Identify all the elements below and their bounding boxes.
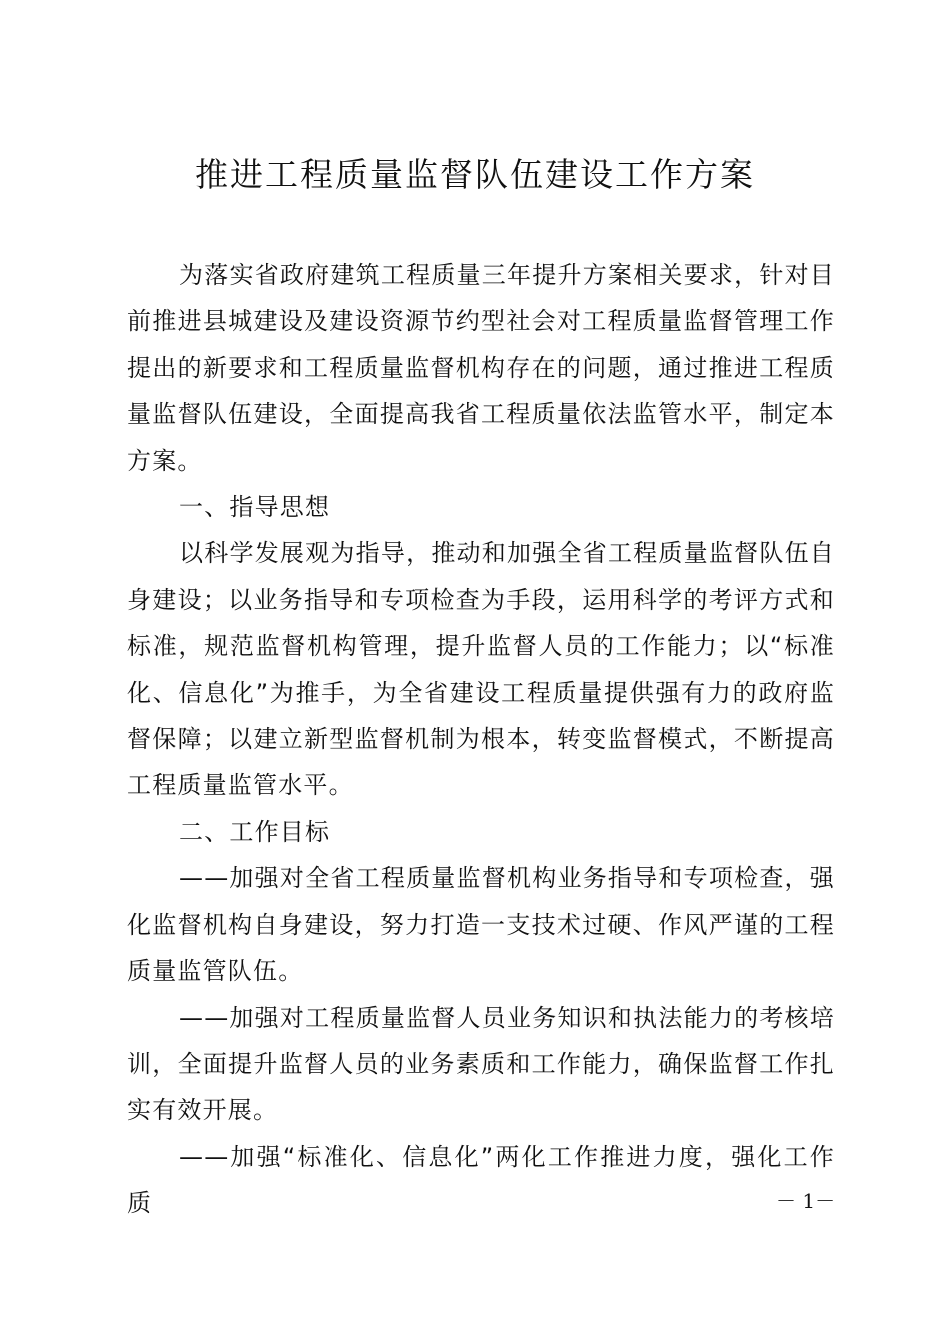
goal-item-1: ——加强对全省工程质量监督机构业务指导和专项检查，强化监督机构自身建设，努力打造一支技术过硬、作风严谨的工程质量监管队伍。 [127,864,835,986]
document-title: 推进工程质量监督队伍建设工作方案 [195,155,755,194]
guiding-thought-paragraph: 以科学发展观为指导，推动和加强全省工程质量监督队伍自身建设；以业务指导和专项检查为手段，运用科学的考评方式和标准，规范监督机构管理，提升监督人员的工作能力；以“标准化、信息化”为推手，为全省建设工程质量提供强有力的政府监督保障；以建立新型监督机制为根本，转变监督模式，不断提高工程质量监管水平。 [127,539,835,800]
document-body [127,252,835,1227]
section-heading-work-goals: 二、工作目标 [179,817,331,846]
page-number: － 1－ [776,1189,836,1213]
section-heading-guiding-thought: 一、指导思想 [179,493,331,522]
goal-item-2: ——加强对工程质量监督人员业务知识和执法能力的考核培训，全面提升监督人员的业务素质和工作能力，确保监督工作扎实有效开展。 [127,1003,835,1125]
goal-item-3: ——加强“标准化、信息化”两化工作推进力度，强化工作质 [127,1142,835,1218]
intro-paragraph: 为落实省政府建筑工程质量三年提升方案相关要求，针对目前推进县城建设及建设资源节约型社会对工程质量监督管理工作提出的新要求和工程质量监督机构存在的问题，通过推进工程质量监督队伍建设，全面提高我省工程质量依法监管水平，制定本方案。 [127,261,835,475]
